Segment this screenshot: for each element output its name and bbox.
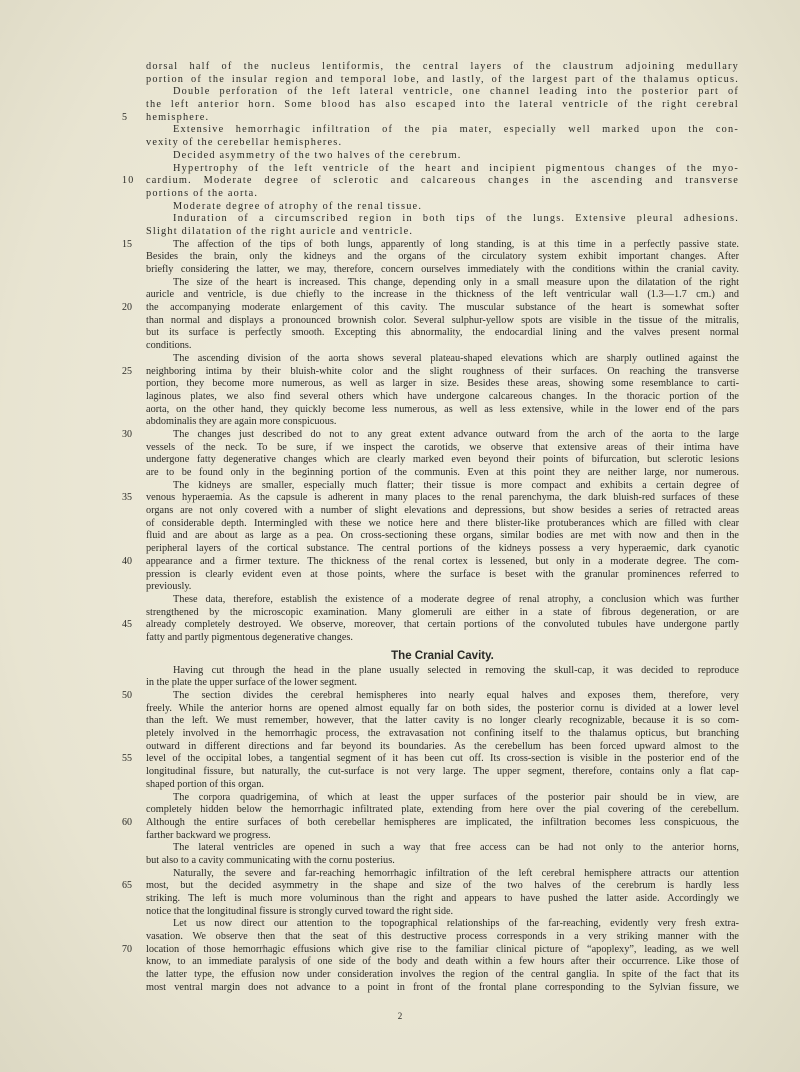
line-number: 20 xyxy=(122,302,132,314)
text-line xyxy=(146,741,739,754)
line-text: than normal and displays a pronounced brownish color. Several sulphur-yellow spots are visible in the tissue of the mitralis, xyxy=(146,314,739,326)
line-text: hemisphere. xyxy=(146,111,210,123)
line-text: Naturally, the severe and far-reaching hemorrhagic infiltration of the left cerebral hemisphere attracts our attention xyxy=(173,867,739,879)
text-line xyxy=(146,213,739,226)
text-line xyxy=(146,703,739,716)
line-text: Extensive hemorrhagic infiltration of the pia mater, especially well marked upon the con- xyxy=(173,124,739,136)
line-text: Besides the brain, only the kidneys and the organs of the circulatory system exhibit important changes. After xyxy=(146,251,739,263)
line-number: 5 xyxy=(122,111,129,123)
line-text: Although the entire surfaces of both cerebellar hemispheres are implicated, the infiltration becomes less conspicuous, the xyxy=(146,816,739,828)
text-line xyxy=(122,753,739,766)
text-line xyxy=(146,404,739,417)
line-text: organs are not only covered with a number of slight elevations and depressions, but show besides a series of retracted areas xyxy=(146,505,739,517)
line-text: Double perforation of the left lateral ventricle, one channel leading into the posterior part of xyxy=(173,86,739,98)
text-line xyxy=(146,74,739,87)
line-text: most ventral margin does not advance to a point in front of the frontal plane corresponding to the Sylvian fissure, we xyxy=(146,981,739,993)
text-line xyxy=(146,665,739,678)
line-text: pletely involved in the hemorrhagic process, the extravasation not confining itself to the thalamus opticus, but branching xyxy=(146,728,739,740)
text-line xyxy=(146,766,739,779)
text-line xyxy=(146,804,739,817)
line-text: undergone fatty degenerative changes which are clearly marked even beyond their points of bifurcation, but sclerotic lesions xyxy=(146,454,739,466)
text-line xyxy=(146,518,739,531)
text-line xyxy=(146,99,739,112)
text-line xyxy=(122,619,739,632)
line-number: 15 xyxy=(122,238,132,250)
line-text: strengthened by the microscopic examination. Many glomeruli are either in a state of fibrous degeneration, or are xyxy=(146,606,739,618)
text-line xyxy=(146,855,739,868)
line-number: 60 xyxy=(122,816,132,828)
text-line xyxy=(146,607,739,620)
text-line xyxy=(146,594,739,607)
page-number: 2 xyxy=(397,1011,403,1021)
text-line xyxy=(146,315,739,328)
line-text: but also to a cavity communicating with the cornu posterius. xyxy=(146,854,395,866)
line-text: venous hyperaemia. As the capsule is adherent in many places to the renal parenchyma, the dark bluish-red surfaces of these xyxy=(146,492,739,504)
text-line xyxy=(146,792,739,805)
line-text: the accompanying moderate enlargement of this cavity. The muscular substance of the heart is somewhat softer xyxy=(146,302,739,314)
text-line xyxy=(146,61,739,74)
line-text: The section divides the cerebral hemispheres into nearly equal halves and exposes them, therefore, very xyxy=(173,690,739,701)
line-number: 65 xyxy=(122,880,132,892)
line-number: 40 xyxy=(122,555,132,567)
text-line xyxy=(146,842,739,855)
line-text: dorsal half of the nucleus lentiformis, the central layers of the claustrum adjoining medullary xyxy=(146,61,739,72)
line-text: freely. While the anterior horns are opened almost equally far on both sides, the posterior cornu is divided at a lower level xyxy=(146,702,739,714)
line-text: level of the occipital lobes, a tangential segment of it has been cut off. Its cross-section is visible in the posterior end of the xyxy=(146,753,739,765)
line-text: portion of the insular region and temporal lobe, and lastly, of the largest part of the thalamus opticus. xyxy=(146,73,739,85)
text-line xyxy=(122,238,739,252)
line-text: Let us now direct our attention to the topographical relationships of the far-reaching, evidently very fresh extra- xyxy=(173,918,739,930)
text-line xyxy=(146,86,739,99)
text-line xyxy=(122,365,739,379)
text-line xyxy=(146,340,739,353)
text-line xyxy=(146,137,739,150)
text-line xyxy=(146,906,739,919)
text-line xyxy=(146,277,739,290)
line-text: cardium. Moderate degree of sclerotic and calcareous changes in the ascending and transverse xyxy=(146,175,739,187)
line-number: 70 xyxy=(122,943,132,955)
text-line xyxy=(146,982,739,995)
text-line xyxy=(122,555,739,569)
text-line xyxy=(146,830,739,843)
line-text: Induration of a circumscribed region in both tips of the lungs. Extensive pleural adhesions. xyxy=(173,213,739,225)
text-line xyxy=(146,677,739,690)
line-number: 35 xyxy=(122,492,132,504)
line-text: the latter type, the effusion now under consideration involves the region of the central ganglia. In spite of the fact that its xyxy=(146,969,739,981)
line-text: laginous plates, we also find several others which have undergone calcareous changes. In the thoracic portion of the xyxy=(146,390,739,402)
line-text: are to be found only in the beginning portion of the communis. Even at this point they are neither large, nor numerous. xyxy=(146,467,739,478)
line-text: The lateral ventricles are opened in such a way that free access can be had not only to the anterior horns, xyxy=(173,842,739,854)
line-number: 30 xyxy=(122,428,132,440)
text-line xyxy=(146,480,739,493)
text-line xyxy=(146,454,739,467)
line-text: Decided asymmetry of the two halves of the cerebrum. xyxy=(173,149,462,161)
text-line xyxy=(146,353,739,366)
line-text: portion, they become more numerous, as well as larger in size. Besides these areas, showing some resemblance to carti- xyxy=(146,378,739,390)
line-text: neighboring intima by their bluish-white color and the slight roughness of their surfaces. On reaching the transverse xyxy=(146,365,739,377)
text-line xyxy=(146,124,739,137)
line-number: 25 xyxy=(122,365,132,377)
line-text: vessels of the neck. To be sure, if we inspect the carotids, we observe that extensive areas of their intima have xyxy=(146,441,739,453)
line-text: farther backward we progress. xyxy=(146,829,271,841)
line-text: pression is clearly evident even at those points, where the surface is beset with the granular prominences referred to xyxy=(146,568,739,580)
text-line xyxy=(146,416,739,429)
text-line xyxy=(146,378,739,391)
line-text: vexity of the cerebellar hemispheres. xyxy=(146,137,343,149)
text-line xyxy=(146,251,739,264)
text-line xyxy=(146,289,739,302)
text-line xyxy=(146,956,739,969)
line-number: 45 xyxy=(122,619,132,631)
line-text: location of those hemorrhagic effusions which give rise to the familiar clinical picture of “apoplexy”, leading, as we well xyxy=(146,943,739,955)
text-line xyxy=(146,931,739,944)
text-line xyxy=(146,201,739,214)
line-text: The size of the heart is increased. This change, depending only in a small measure upon the dilatation of the right xyxy=(173,276,739,288)
line-text: portions of the aorta. xyxy=(146,187,259,199)
text-line xyxy=(146,893,739,906)
line-text: Moderate degree of atrophy of the renal tissue. xyxy=(173,200,423,212)
line-text: abdominalis they are again more conspicuous. xyxy=(146,416,337,428)
text-line xyxy=(146,715,739,728)
line-text: in the plate the upper surface of the lower segment. xyxy=(146,677,358,689)
line-text: Hypertrophy of the left ventricle of the heart and incipient pigmentous changes of the myo- xyxy=(173,162,739,174)
line-text: aorta, on the other hand, they quickly become less numerous, as well as less extensive, while in the lower end of the pars xyxy=(146,403,739,415)
text-line xyxy=(146,868,739,881)
text-line xyxy=(146,728,739,741)
line-text: Slight dilatation of the right auricle and ventricle. xyxy=(146,225,414,237)
text-line xyxy=(122,816,739,830)
line-text: The changes just described do not to any great extent advance outward from the arch of the aorta to the large xyxy=(173,428,739,440)
text-line xyxy=(146,969,739,982)
text-line xyxy=(122,302,739,315)
line-text: fatty and partly pigmentous degenerative changes. xyxy=(146,631,354,643)
text-line xyxy=(122,690,739,703)
text-line xyxy=(122,428,739,442)
text-line xyxy=(122,492,739,505)
line-text: striking. The left is much more voluminous than the right and appears to have pushed the latter aside. Accordingly we xyxy=(146,893,739,904)
line-text: The kidneys are smaller, especially much flatter; their tissue is more compact and exhibits a certain degree of xyxy=(173,479,739,491)
line-text: The corpora quadrigemina, of which at least the upper surfaces of the posterior pair should be in view, are xyxy=(173,791,739,803)
text-line xyxy=(146,918,739,931)
text-line xyxy=(122,111,739,125)
line-text: The affection of the tips of both lungs, apparently of long standing, is at this time in a perfectly passive state. xyxy=(173,238,739,250)
line-number: 55 xyxy=(122,753,132,765)
line-text: than the left. We must remember, however, that the latter cavity is no longer clearly recognizable, because it is so com- xyxy=(146,715,739,727)
line-text: peripheral layers of the cortical substance. The central portions of the kidneys possess a very hyperaemic, dark cyanotic xyxy=(146,543,739,555)
line-text: outward in different directions and far beyond its boundaries. As the cerebellum has been forced upward almost to the xyxy=(146,740,739,752)
line-text: shaped portion of this organ. xyxy=(146,778,264,790)
line-text: already completely destroyed. We observe, moreover, that certain portions of the convoluted tubules have undergone partly xyxy=(146,619,739,631)
line-text: auricle and ventricle, is due chiefly to the increase in the thickness of the left ventricular wall (1.3—1.7 cm.) and xyxy=(146,289,739,301)
line-text: completely hidden below the hemorrhagic infiltrated plate, extending from here over the pial covering of the cerebellum. xyxy=(146,804,739,816)
text-line xyxy=(146,581,739,594)
text-line xyxy=(146,779,739,792)
line-text: notice that the longitudinal fissure is strongly curved toward the right side. xyxy=(146,905,454,917)
text-line xyxy=(122,880,739,893)
line-text: briefly considering the latter, we may, therefore, concern ourselves immediately with the conditions within the cranial cavity. xyxy=(146,264,739,275)
text-line xyxy=(122,175,739,188)
text-line xyxy=(146,264,739,277)
text-line xyxy=(146,163,739,176)
line-text: These data, therefore, establish the existence of a moderate degree of renal atrophy, a conclusion which was further xyxy=(173,593,739,605)
line-text: the left anterior horn. Some blood has also escaped into the lateral ventricle of the right cerebral xyxy=(146,99,739,111)
text-line xyxy=(122,943,739,957)
body-text xyxy=(122,61,739,995)
text-line xyxy=(146,632,739,645)
line-text: but its surface is perfectly smooth. Excepting this abnormality, the endocardial lining and the valves present normal xyxy=(146,327,739,339)
line-text: appearance and a firmer texture. The thickness of the renal cortex is lessened, but only in a moderate degree. The com- xyxy=(146,555,739,567)
text-line xyxy=(146,467,739,480)
text-line xyxy=(146,543,739,556)
section-heading: The Cranial Cavity. xyxy=(391,649,494,662)
line-number: 50 xyxy=(122,690,132,701)
line-text: fluid and are about as large as a pea. On cross-sectioning these organs, similar bodies are met with now and then in the xyxy=(146,530,739,542)
text-line xyxy=(146,226,739,239)
text-line xyxy=(146,150,739,163)
text-line xyxy=(146,442,739,455)
line-text: previously. xyxy=(146,581,192,593)
text-line xyxy=(146,505,739,518)
line-text: most, but the decided asymmetry in the shape and size of the two halves of the cerebrum is hardly less xyxy=(146,880,739,892)
line-text: vasation. We observe then that the seat of this destructive process corresponds in a very striking manner with the xyxy=(146,931,739,943)
line-text: longitudinal fissure, but naturally, the cut-surface is not very large. The upper segment, therefore, contains only a flat cap- xyxy=(146,766,739,778)
line-text: know, to an immediate paralysis of one side of the body and death within a few hours after their occurrence. Like those of xyxy=(146,956,739,968)
line-text: of considerable depth. Intermingled with these we notice here and there blister-like protuberances which are filled with clear xyxy=(146,517,739,529)
text-line xyxy=(146,530,739,543)
line-text: Having cut through the head in the plane usually selected in removing the skull-cap, it was decided to reproduce xyxy=(173,664,739,676)
line-number: 10 xyxy=(122,175,135,187)
text-line xyxy=(146,188,739,201)
line-text: conditions. xyxy=(146,340,192,352)
text-line xyxy=(146,327,739,340)
line-text: The ascending division of the aorta shows several plateau-shaped elevations which are sharply outlined against the xyxy=(173,352,739,364)
text-line xyxy=(146,569,739,582)
text-line xyxy=(146,391,739,404)
